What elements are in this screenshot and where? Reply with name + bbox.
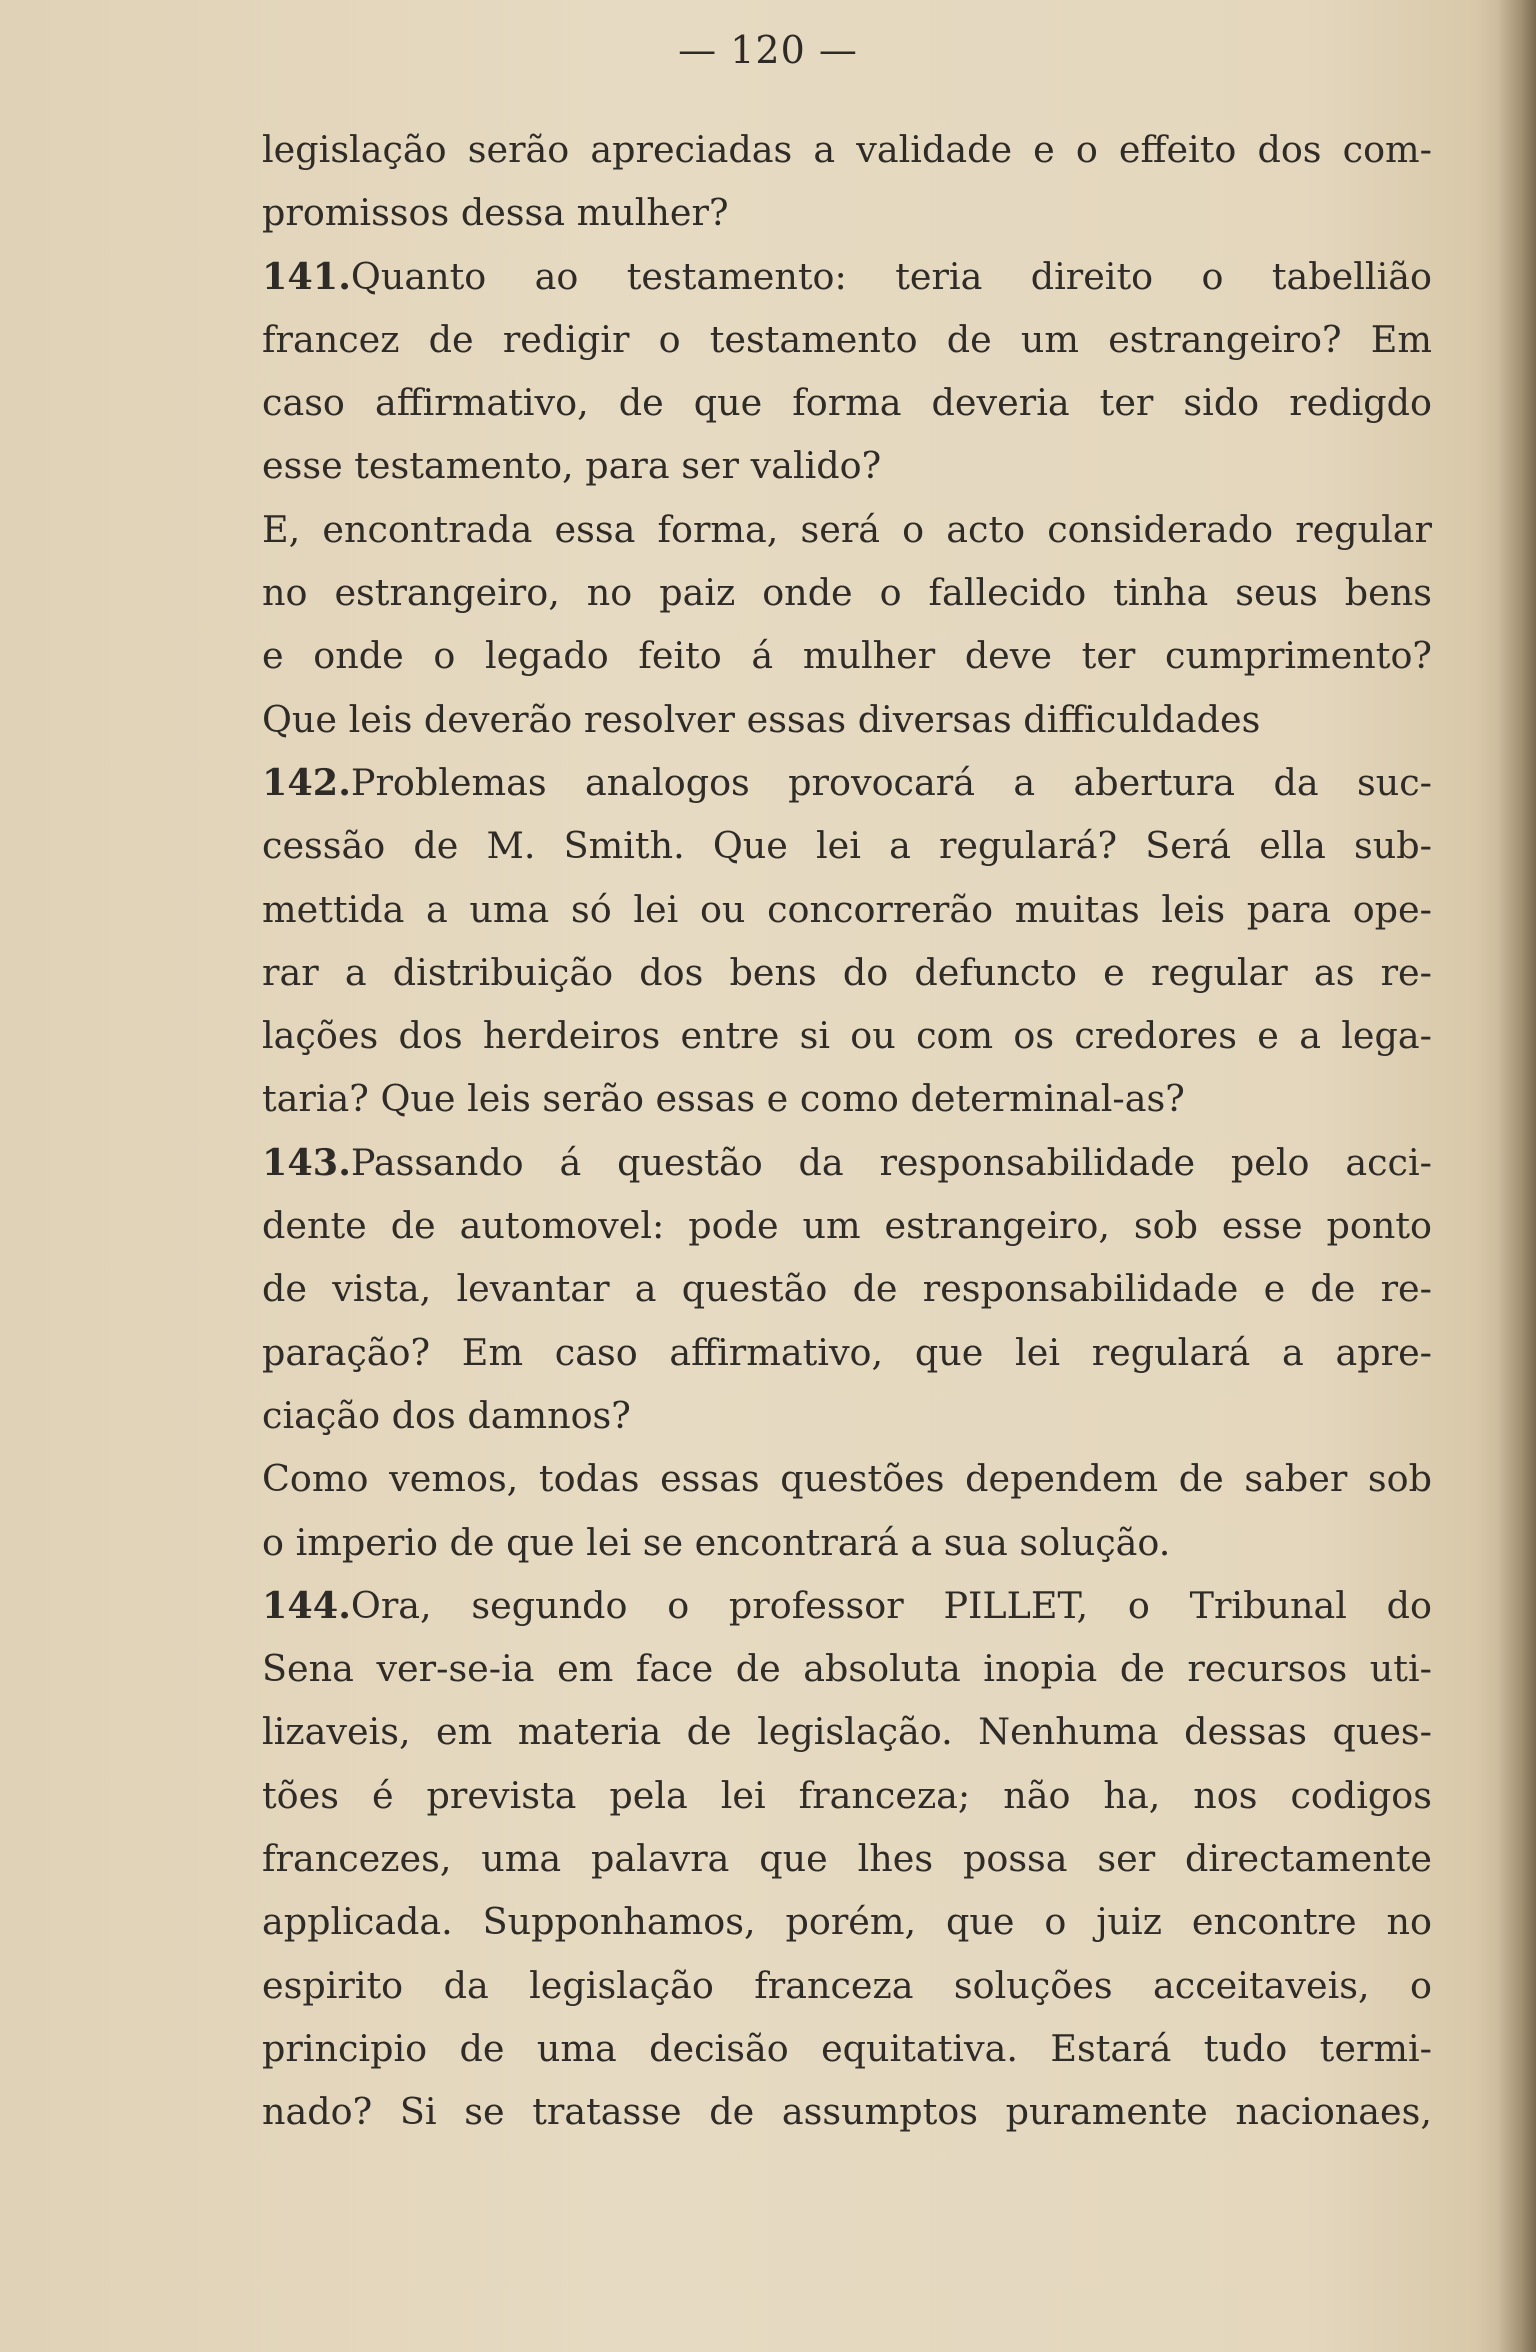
paragraph-141: 141.Quanto ao testamento: teria direito o tabellião <box>262 254 1432 298</box>
body-text <box>262 118 1432 2144</box>
text-line: principio de uma decisão equitativa. Estará tudo termi- <box>262 2026 1432 2070</box>
text-line: Como vemos, todas essas questões dependem de saber sob <box>262 1457 1432 1501</box>
text-line: rar a distribuição dos bens do defuncto e regular as re- <box>262 950 1432 994</box>
text-line: cessão de M. Smith. Que lei a regulará? Será ella sub- <box>262 824 1432 868</box>
text-line: mettida a uma só lei ou concorrerão muitas leis para ope- <box>262 887 1432 931</box>
text-line: taria? Que leis serão essas e como determinal-as? <box>262 1077 1185 1121</box>
text-line: tões é prevista pela lei franceza; não ha, nos codigos <box>262 1773 1432 1817</box>
text-line: dente de automovel: pode um estrangeiro, sob esse ponto <box>262 1204 1432 1248</box>
text-line: lações dos herdeiros entre si ou com os credores e a lega- <box>262 1014 1432 1058</box>
paragraph-144: 144.Ora, segundo o professor PILLET, o Tribunal do <box>262 1583 1432 1627</box>
paragraph-number: 141. <box>262 254 351 298</box>
text-line: francez de redigir o testamento de um estrangeiro? Em <box>262 317 1432 361</box>
text-line: no estrangeiro, no paiz onde o fallecido tinha seus bens <box>262 571 1432 615</box>
text-line: promissos dessa mulher? <box>262 191 729 235</box>
paragraph-142: 142.Problemas analogos provocará a abertura da suc- <box>262 760 1432 804</box>
text-line: o imperio de que lei se encontrará a sua solução. <box>262 1520 1171 1564</box>
paragraph-number: 143. <box>262 1140 351 1184</box>
text-line: Sena ver-se-ia em face de absoluta inopia de recursos uti- <box>262 1647 1432 1691</box>
text-line: esse testamento, para ser valido? <box>262 444 882 488</box>
text-line: lizaveis, em materia de legislação. Nenhuma dessas ques- <box>262 1710 1432 1754</box>
text-line: paração? Em caso affirmativo, que lei regulará a apre- <box>262 1330 1432 1374</box>
text-line: francezes, uma palavra que lhes possa ser directamente <box>262 1837 1432 1881</box>
text-line: ciação dos damnos? <box>262 1393 631 1437</box>
text-line: de vista, levantar a questão de responsabilidade e de re- <box>262 1267 1432 1311</box>
paragraph-number: 144. <box>262 1583 351 1627</box>
text-line: legislação serão apreciadas a validade e o effeito dos com- <box>262 128 1432 171</box>
text-line: Que leis deverão resolver essas diversas difficuldades <box>262 697 1261 741</box>
page-number: — 120 — <box>678 28 858 72</box>
paragraph-143: 143.Passando á questão da responsabilidade pelo acci- <box>262 1140 1432 1184</box>
text-line: caso affirmativo, de que forma deveria ter sido redigdo <box>262 381 1432 425</box>
text-line: e onde o legado feito á mulher deve ter cumprimento? <box>262 634 1432 678</box>
text-line: E, encontrada essa forma, será o acto considerado regular <box>262 507 1432 551</box>
text-line: applicada. Supponhamos, porém, que o juiz encontre no <box>262 1900 1432 1944</box>
paragraph-number: 142. <box>262 760 351 804</box>
text-line: nado? Si se tratasse de assumptos puramente nacionaes, <box>262 2090 1432 2134</box>
spine-shadow <box>1498 0 1536 2352</box>
text-line: espirito da legislação franceza soluções acceitaveis, o <box>262 1963 1432 2007</box>
